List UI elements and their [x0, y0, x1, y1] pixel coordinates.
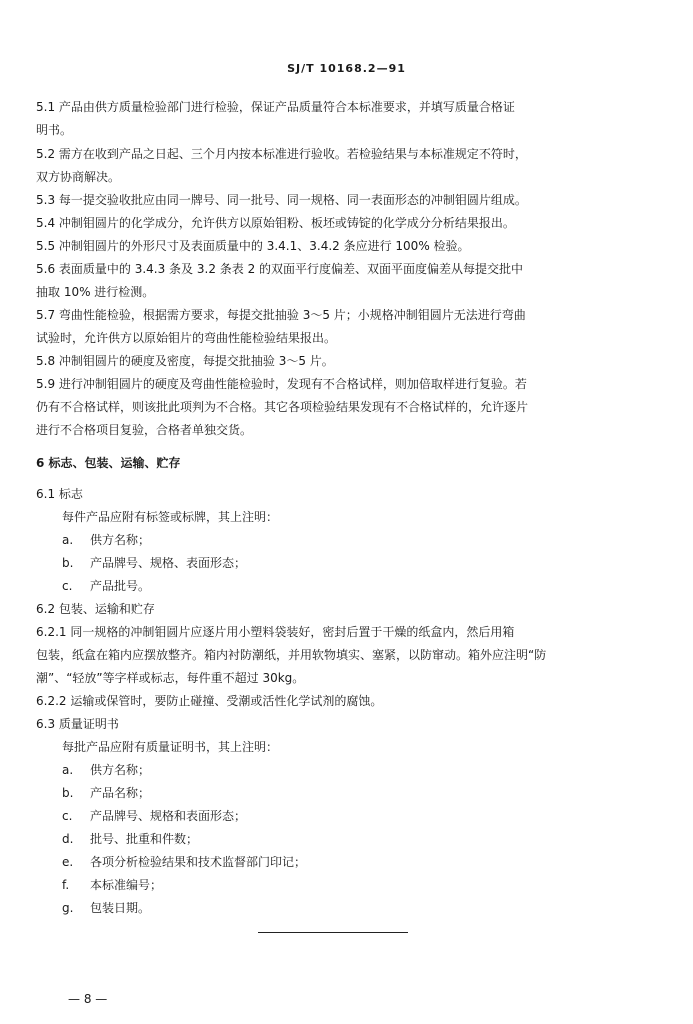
list-item-label: d. — [62, 832, 74, 846]
clause-6-2: 6.2 包装、运输和贮存 — [36, 602, 155, 616]
clause-5-4: 5.4 冲制钼圆片的化学成分，允许供方以原始钼粉、板坯或铸锭的化学成分分析结果报出。 — [36, 216, 515, 230]
list-item — [62, 855, 660, 869]
clause-6-3-intro: 每批产品应附有质量证明书，其上注明： — [62, 740, 279, 754]
clause-6-2-1: 6.2.1 同一规格的冲制钼圆片应逐片用小塑料袋装好，密封后置于干燥的纸盒内，然后用箱 — [36, 625, 515, 639]
list-item-text: 供方名称； — [90, 533, 151, 547]
list-item-label: b. — [62, 786, 74, 800]
clause-5-8: 5.8 冲制钼圆片的硬度及密度，每提交批抽验 3～5 片。 — [36, 354, 334, 368]
clause-5-2: 5.2 需方在收到产品之日起、三个月内按本标准进行验收。若检验结果与本标准规定不符时， — [36, 147, 527, 161]
clause-5-1: 5.1 产品由供方质量检验部门进行检验，保证产品质量符合本标准要求，并填写质量合格证 — [36, 100, 515, 114]
document-header: SJ/T 10168.2—91 — [287, 62, 406, 75]
clause-5-3: 5.3 每一提交验收批应由同一牌号、同一批号、同一规格、同一表面形态的冲制钼圆片组成。 — [36, 193, 527, 207]
clause-6-3: 6.3 质量证明书 — [36, 717, 119, 731]
clause-5-6: 5.6 表面质量中的 3.4.3 条及 3.2 条表 2 的双面平行度偏差、双面平面度偏差从每提交批中 — [36, 262, 524, 276]
clause-5-2-cont: 双方协商解决。 — [36, 170, 121, 184]
list-item-text: 产品名称； — [90, 786, 151, 800]
list-item — [62, 579, 660, 593]
clause-5-9-cont1: 仍有不合格试样，则该批此项判为不合格。其它各项检验结果发现有不合格试样的，允许逐片 — [36, 400, 529, 414]
list-item-text: 批号、批重和件数； — [90, 832, 199, 846]
list-item — [62, 809, 660, 823]
list-item-label: g. — [62, 901, 74, 915]
clause-5-5: 5.5 冲制钼圆片的外形尺寸及表面质量中的 3.4.1、3.4.2 条应进行 100% 检验。 — [36, 239, 470, 253]
list-item-label: e. — [62, 855, 74, 869]
list-item — [62, 556, 660, 570]
list-item-label: c. — [62, 809, 73, 823]
list-item-text: 产品牌号、规格、表面形态； — [90, 556, 247, 570]
clause-5-7-cont: 试验时，允许供方以原始钼片的弯曲性能检验结果报出。 — [36, 331, 337, 345]
clause-6-2-1-cont1: 包装，纸盒在箱内应摆放整齐。箱内衬防潮纸，并用软物填实、塞紧，以防窜动。箱外应注明“防 — [36, 648, 547, 662]
list-item — [62, 533, 660, 547]
list-item — [62, 763, 660, 777]
list-item-text: 产品批号。 — [90, 579, 151, 593]
list-item-text: 各项分析检验结果和技术监督部门印记； — [90, 855, 307, 869]
list-item-text: 本标准编号； — [90, 878, 163, 892]
list-item-label: b. — [62, 556, 74, 570]
clause-5-9-cont2: 进行不合格项目复验，合格者单独交货。 — [36, 423, 253, 437]
clause-6-2-1-cont2: 潮”、“轻放”等字样或标志，每件重不超过 30kg。 — [36, 671, 305, 685]
section-6-title: 6 标志、包装、运输、贮存 — [36, 456, 181, 470]
list-item — [62, 878, 660, 892]
list-item-label: a. — [62, 763, 74, 777]
clause-6-1: 6.1 标志 — [36, 487, 83, 501]
list-item-label: f. — [62, 878, 70, 892]
clause-6-1-intro: 每件产品应附有标签或标牌，其上注明： — [62, 510, 279, 524]
list-item — [62, 786, 660, 800]
list-item-text: 包装日期。 — [90, 901, 151, 915]
clause-5-1-cont: 明书。 — [36, 123, 73, 137]
clause-5-9: 5.9 进行冲制钼圆片的硬度及弯曲性能检验时，发现有不合格试样，则加倍取样进行复验。若 — [36, 377, 527, 391]
list-item-label: a. — [62, 533, 74, 547]
clause-6-2-2: 6.2.2 运输或保管时，要防止碰撞、受潮或活性化学试剂的腐蚀。 — [36, 694, 383, 708]
clause-5-6-cont: 抽取 10% 进行检测。 — [36, 285, 155, 299]
list-item-label: c. — [62, 579, 73, 593]
clause-5-7: 5.7 弯曲性能检验，根据需方要求，每提交批抽验 3～5 片；小规格冲制钼圆片无法进行弯曲 — [36, 308, 526, 322]
page-number: — 8 — — [68, 992, 108, 1006]
end-rule — [258, 932, 408, 933]
list-item-text: 供方名称； — [90, 763, 151, 777]
list-item — [62, 832, 660, 846]
list-item-text: 产品牌号、规格和表面形态； — [90, 809, 247, 823]
list-item — [62, 901, 660, 915]
